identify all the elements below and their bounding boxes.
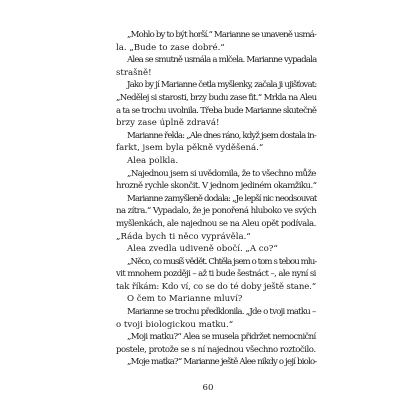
text-line: a ta se trochu uvolnila. Třeba bude Marianne skutečně: [116, 105, 317, 116]
text-line: „Něco, co musíš vědět. Chtěla jsem o tom s tebou mlu-: [127, 256, 317, 267]
text-line: postele, protože se s ní najednou všechno roztočilo.: [116, 344, 316, 355]
text-line: Marianne řekla: „Ale dnes ráno, když jsem dostala in-: [127, 130, 316, 141]
text-line: Marianne zamyšleně dodala: „Je lepší nic neodsouvat: [127, 193, 317, 204]
text-line: Jako by jí Marianne četla myšlenky, začala ji ujišťovat:: [127, 80, 317, 91]
text-line: Marianne se trochu předklonila. „Jde o tvoji matku –: [127, 307, 316, 318]
text-line: farkt, jsem byla pěkně vyděšená.“: [116, 143, 264, 154]
text-line: „Moje matka?“ Marianne ještě Alee nikdy o její biolo-: [127, 357, 317, 368]
text-line: „Nedělej si starosti, brzy budu zase fit.“ Mrkla na Aleu: [116, 92, 317, 103]
text-line: hrozně rychle skončit. V jednom jediném okamžiku.“: [116, 181, 317, 192]
text-line: „Mohlo by to být horší.“ Marianne se unaveně usmá-: [127, 30, 317, 40]
text-line: strašně!: [116, 67, 152, 78]
text-line: Alea zvedla udiveně obočí. „A co?“: [127, 244, 278, 255]
text-line: „Najednou jsem si uvědomila, že to všechno může: [127, 168, 316, 179]
text-line: Alea se smutně usmála a mlčela. Marianne vypadala: [127, 55, 317, 66]
text-line: o tvoji biologickou matku.“: [116, 319, 234, 330]
body-text: [116, 29, 316, 369]
text-line: tak říkám: Kdo ví, co se do té doby ještě stane.“: [116, 281, 316, 292]
text-line: Alea polkla.: [127, 155, 179, 166]
text-line: „Ráda bych ti něco vyprávěla.“: [116, 231, 251, 242]
text-line: vit mnohem později – až ti bude šestnáct –, ale nyní si: [116, 269, 316, 280]
text-line: na zítra.“ Vypadalo, že je ponořená hluboko ve svých: [116, 206, 317, 217]
text-line: brzy zase úplně zdravá!: [116, 118, 220, 129]
text-line: myšlenkách, ale najednou se na Aleu opět podívala.: [116, 218, 316, 229]
text-line: O čem to Marianne mluví?: [127, 294, 243, 305]
page-number: 60: [202, 383, 214, 393]
text-line: la. „Bude to zase dobré.“: [116, 42, 225, 53]
text-line: „Moji matku?“ Alea se musela přidržet nemocniční: [127, 332, 316, 343]
